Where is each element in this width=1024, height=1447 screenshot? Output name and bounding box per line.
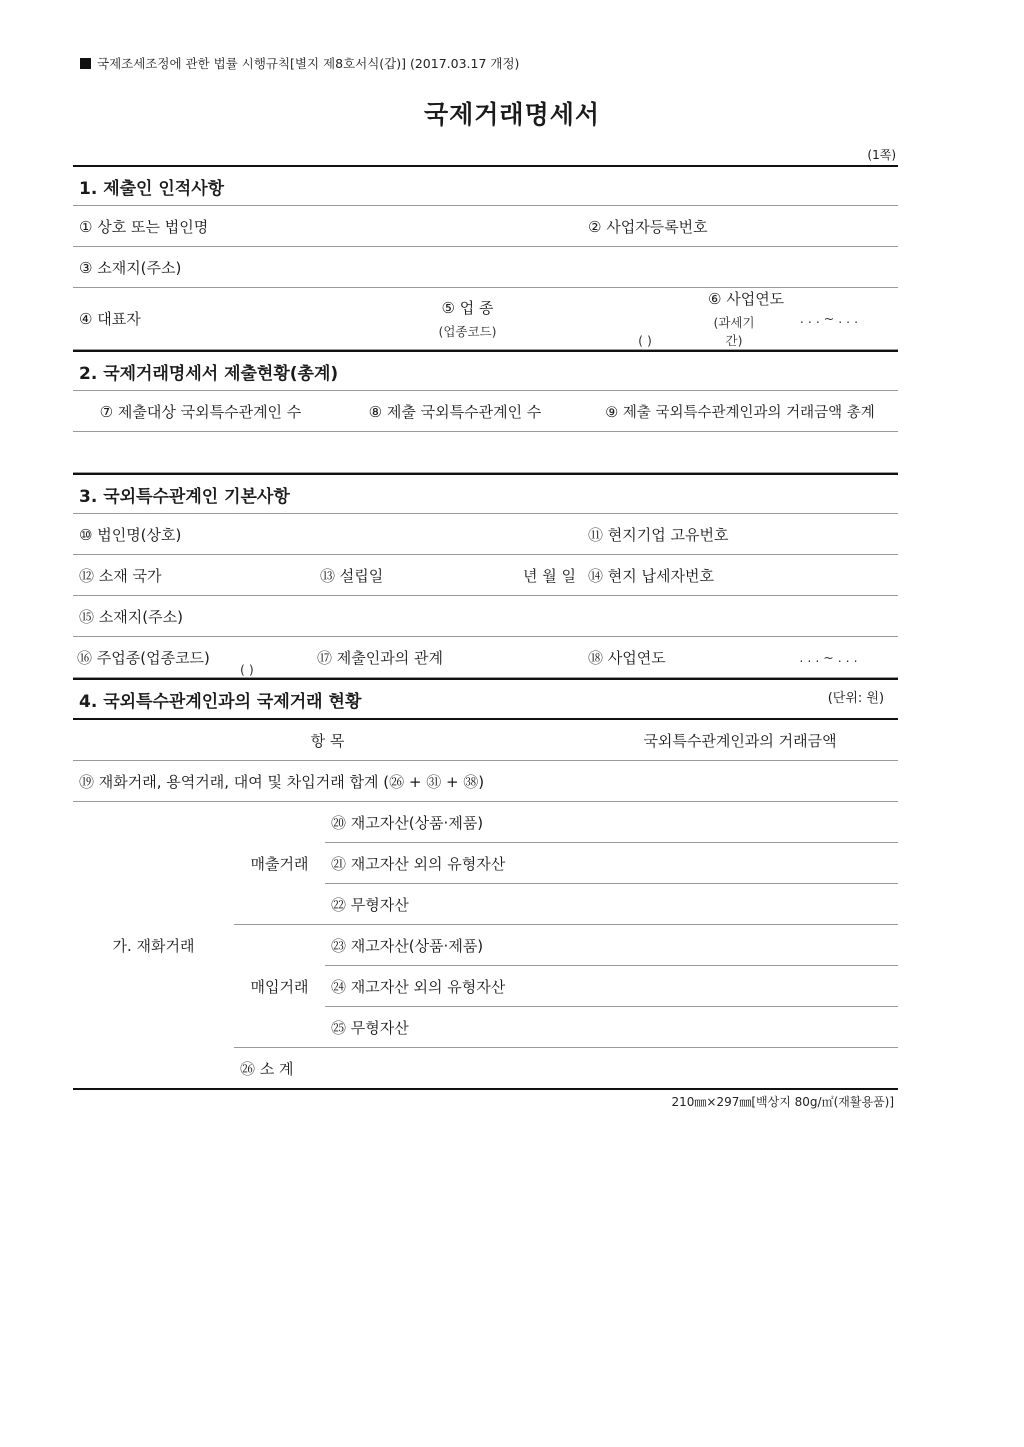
label-submitted-count: ⑧ 제출 국외특수관계인 수 (328, 391, 582, 432)
amount-row-23[interactable] (582, 925, 898, 966)
label-local-id: ⑪ 현지기업 고유번호 (582, 514, 759, 555)
section-2-title: 2. 국제거래명세서 제출현황(총계) (73, 351, 898, 391)
section-3-table (73, 473, 898, 678)
label-company-name: ① 상호 또는 법인명 (73, 206, 234, 247)
business-type-field[interactable] (531, 288, 582, 350)
label-row-23: ㉓ 재고자산(상품·제품) (325, 925, 582, 966)
label-representative: ④ 대표자 (73, 288, 234, 350)
amount-row-22[interactable] (582, 884, 898, 925)
section-2-table (73, 350, 898, 473)
foreign-corp-name-field[interactable] (234, 514, 582, 555)
page-title: 국제거래명세서 (423, 100, 601, 129)
amount-row-21[interactable] (582, 843, 898, 884)
group-goods-trade: 가. 재화거래 (73, 802, 234, 1090)
section-4-table (73, 678, 898, 1090)
country-field[interactable] (234, 555, 314, 596)
business-code-field[interactable] (582, 288, 708, 350)
section-4-header (73, 679, 898, 719)
law-reference: 국제조세조정에 관한 법률 시행규칙[별지 제8호서식(갑)] (2017.03.17 개정) (97, 56, 520, 71)
label-foreign-address: ⑮ 소재지(주소) (73, 596, 234, 637)
label-row-25: ㉕ 무형자산 (325, 1007, 582, 1048)
group-sales: 매출거래 (234, 802, 325, 925)
label-row-19: ⑲ 재화거래, 용역거래, 대여 및 차입거래 합계 (㉖ + ㉛ + ㊳) (73, 761, 582, 802)
amount-row-26[interactable] (582, 1048, 898, 1090)
unit-label: (단위: 원) (827, 690, 885, 706)
amount-row-20[interactable] (582, 802, 898, 843)
label-target-count: ⑦ 제출대상 국외특수관계인 수 (73, 391, 328, 432)
label-business-reg-no: ② 사업자등록번호 (582, 206, 760, 247)
business-code-paren: ( ) (638, 333, 652, 348)
fiscal-year-label: ⑥ 사업연도 (708, 290, 785, 308)
business-code-label: (업종코드) (438, 324, 497, 339)
foreign-address-field[interactable] (234, 596, 898, 637)
main-business-code-field[interactable]: ( ) (234, 637, 314, 678)
relationship-field[interactable] (456, 637, 582, 678)
established-date-field[interactable]: 년 월 일 (456, 555, 582, 596)
representative-field[interactable] (234, 288, 404, 350)
target-count-field[interactable] (73, 432, 328, 473)
company-name-field[interactable] (234, 206, 582, 247)
label-country: ⑫ 소재 국가 (73, 555, 234, 596)
form-body (73, 165, 898, 1090)
label-established: ⑬ 설립일 (314, 555, 456, 596)
label-address: ③ 소재지(주소) (73, 247, 234, 288)
column-header-item: 항 목 (73, 719, 582, 761)
label-main-business: ⑯ 주업종(업종코드) (73, 637, 234, 678)
page-number: (1쪽) (867, 148, 896, 162)
label-foreign-corp-name: ⑩ 법인명(상호) (73, 514, 234, 555)
label-foreign-fiscal-year: ⑱ 사업연도 (582, 637, 759, 678)
label-local-taxpayer-no: ⑭ 현지 납세자번호 (582, 555, 759, 596)
label-total-amount: ⑨ 제출 국외특수관계인과의 거래금액 총계 (582, 391, 898, 432)
paper-spec-footer: 210㎜×297㎜[백상지 80g/㎡(재활용품)] (671, 1095, 894, 1109)
label-row-26: ㉖ 소 계 (234, 1048, 582, 1090)
business-type-label: ⑤ 업 종 (441, 299, 494, 317)
fiscal-year-field[interactable]: . . . ~ . . . (760, 288, 898, 350)
column-header-amount: 국외특수관계인과의 거래금액 (582, 719, 898, 761)
label-row-21: ㉑ 재고자산 외의 유형자산 (325, 843, 582, 884)
amount-row-25[interactable] (582, 1007, 898, 1048)
label-fiscal-year (708, 288, 785, 350)
tax-period-label: (과세기간) (713, 315, 755, 348)
label-business-type (404, 288, 531, 350)
local-taxpayer-no-field[interactable] (759, 555, 898, 596)
section-1-table (73, 165, 898, 350)
total-amount-field[interactable] (582, 432, 898, 473)
group-purchase: 매입거래 (234, 925, 325, 1048)
address-field[interactable] (234, 247, 898, 288)
amount-row-19[interactable] (582, 761, 898, 802)
label-relationship: ⑰ 제출인과의 관계 (314, 637, 456, 678)
label-row-22: ㉒ 무형자산 (325, 884, 582, 925)
section-3-title: 3. 국외특수관계인 기본사항 (73, 474, 898, 514)
amount-row-24[interactable] (582, 966, 898, 1007)
business-reg-no-field[interactable] (760, 206, 898, 247)
section-1-title: 1. 제출인 인적사항 (73, 166, 898, 206)
label-row-24: ㉔ 재고자산 외의 유형자산 (325, 966, 582, 1007)
label-row-20: ⑳ 재고자산(상품·제품) (325, 802, 582, 843)
section-4-title: 4. 국외특수관계인과의 국제거래 현황 (79, 691, 362, 712)
square-bullet-icon (80, 58, 91, 69)
form-reference-line (80, 54, 519, 72)
foreign-fiscal-year-field[interactable]: . . . ~ . . . (759, 637, 898, 678)
submitted-count-field[interactable] (328, 432, 582, 473)
local-id-field[interactable] (759, 514, 898, 555)
